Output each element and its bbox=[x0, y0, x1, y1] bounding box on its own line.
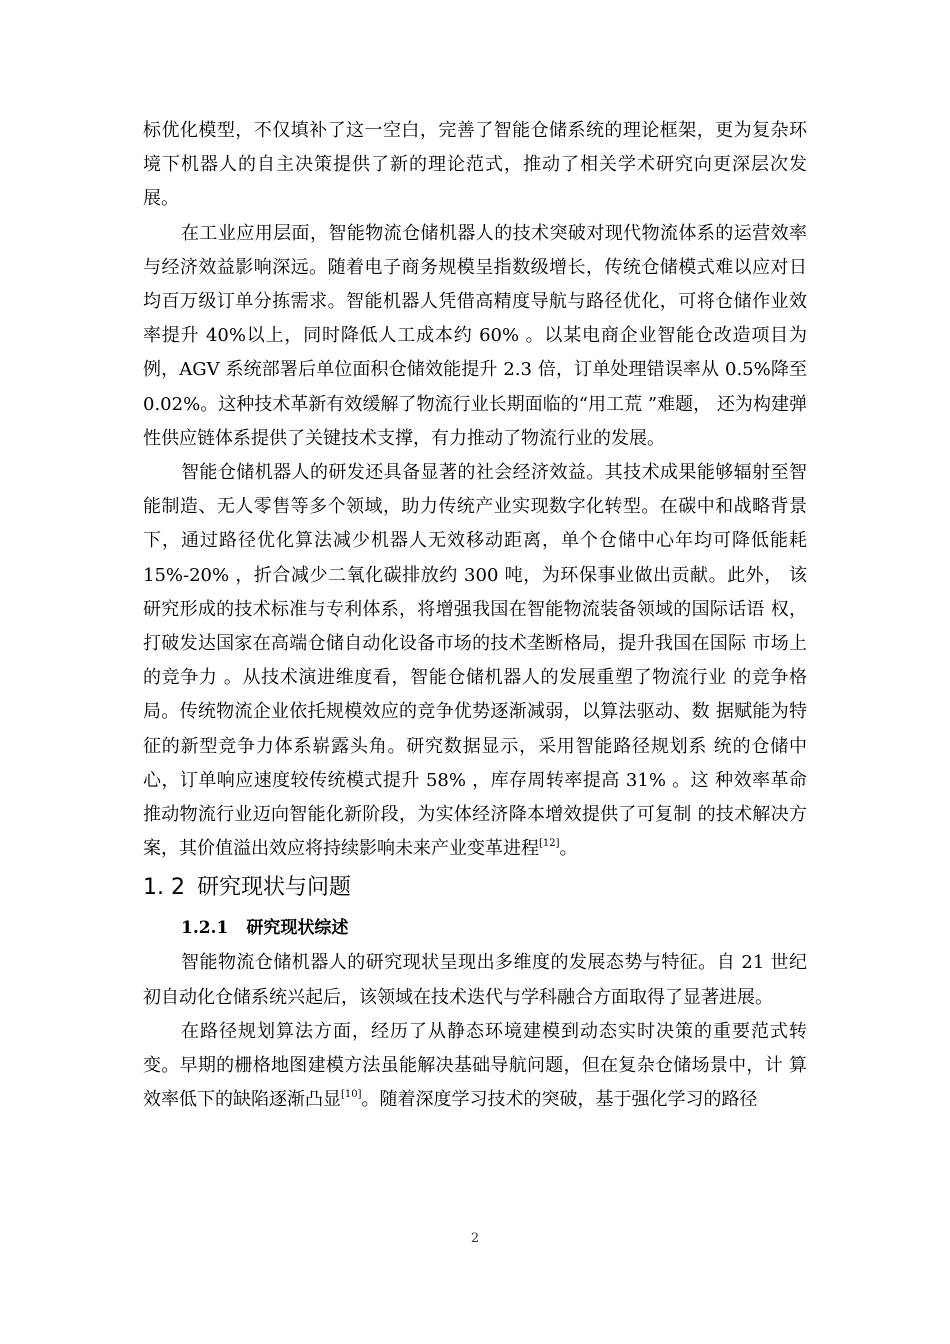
paragraph-research-status: 智能物流仓储机器人的研究现状呈现出多维度的发展态势与特征。自 21 世纪初自动化仓储系统兴起后，该领域在技术迭代与学科融合方面取得了显著进展。 bbox=[143, 952, 807, 1008]
paragraph-industrial-application: 在工业应用层面，智能物流仓储机器人的技术突破对现代物流体系的运营效率与经济效益影响深远。随着电子商务规模呈指数级增长，传统仓储模式难以应对日均百万级订单分拣需求。智能机器人凭借高精度导航与路径优化，可将仓储作业效率提升 40%以上，同时降低人工成本约 60% 。以某电商企业智能仓改造项目为例，AGV 系统部署后单位面积仓储效能提升 2.3 倍，订单处理错误率从 0.5%降至 0.02%。这种技术革新有效缓解了物流行业长期面临的“用工荒 ”难题， 还为构建弹性供应链体系提供了关键技术支撑，有力推动了物流行业的发展。 bbox=[143, 222, 807, 449]
paragraph-text: 在路径规划算法方面，经历了从静态环境建模到动态实时决策的重要范式转 变。早期的栅格地图建模方法虽能解决基础导航问题，但在复杂仓储场景中，计 算效率低下的缺陷逐渐凸显 bbox=[143, 1020, 807, 1111]
subsection-heading bbox=[181, 910, 807, 946]
subsection-title: 研究现状综述 bbox=[246, 918, 349, 939]
paragraph-social-economic-benefits bbox=[143, 456, 807, 866]
citation-ref: [12] bbox=[539, 838, 560, 850]
section-number: 1. 2 bbox=[143, 875, 185, 901]
paragraph-path-planning bbox=[143, 1015, 807, 1118]
section-heading bbox=[143, 866, 807, 910]
page-number: 2 bbox=[470, 1231, 480, 1246]
paragraph-end: 。 bbox=[559, 838, 578, 860]
citation-ref: [10] bbox=[341, 1089, 362, 1101]
section-title: 研究现状与问题 bbox=[196, 875, 351, 901]
paragraph-text: 智能仓储机器人的研发还具备显著的社会经济效益。其技术成果能够辐射至智能制造、无人零售等多个领域，助力传统产业实现数字化转型。在碳中和战略背景下，通过路径优化算法减少机器人无效移动距离，单个仓储中心年均可降低能耗 15%-20% ，折合减少二氧化碳排放约 300 吨，为环保事业做出贡献。此外， 该研究形成的技术标准与专利体系，将增强我国在智能物流装备领域的国际话语 权，打破发达国家在高端仓储自动化设备市场的技术垄断格局，提升我国在国际 市场上的竞争力 。从技术演进维度看，智能仓储机器人的发展重塑了物流行业 的竞争格局。传统物流企业依托规模效应的竞争优势逐渐减弱，以算法驱动、数 据赋能为特征的新型竞争力体系崭露头角。研究数据显示，采用智能路径规划系 统的仓储中心，订单响应速度较传统模式提升 58% ，库存周转率提高 31% 。这 种效率革命推动物流行业迈向智能化新阶段，为实体经济降本增效提供了可复制 的技术解决方案，其价值溢出效应将持续影响未来产业变革进程 bbox=[143, 462, 807, 860]
paragraph-end: 。随着深度学习技术的突破，基于强化学习的路径 bbox=[361, 1089, 758, 1111]
body-text bbox=[143, 114, 807, 1117]
subsection-number: 1.2.1 bbox=[181, 918, 229, 939]
paragraph-continued: 标优化模型，不仅填补了这一空白，完善了智能仓储系统的理论框架，更为复杂环境下机器人的自主决策提供了新的理论范式，推动了相关学术研究向更深层次发展。 bbox=[143, 120, 807, 210]
